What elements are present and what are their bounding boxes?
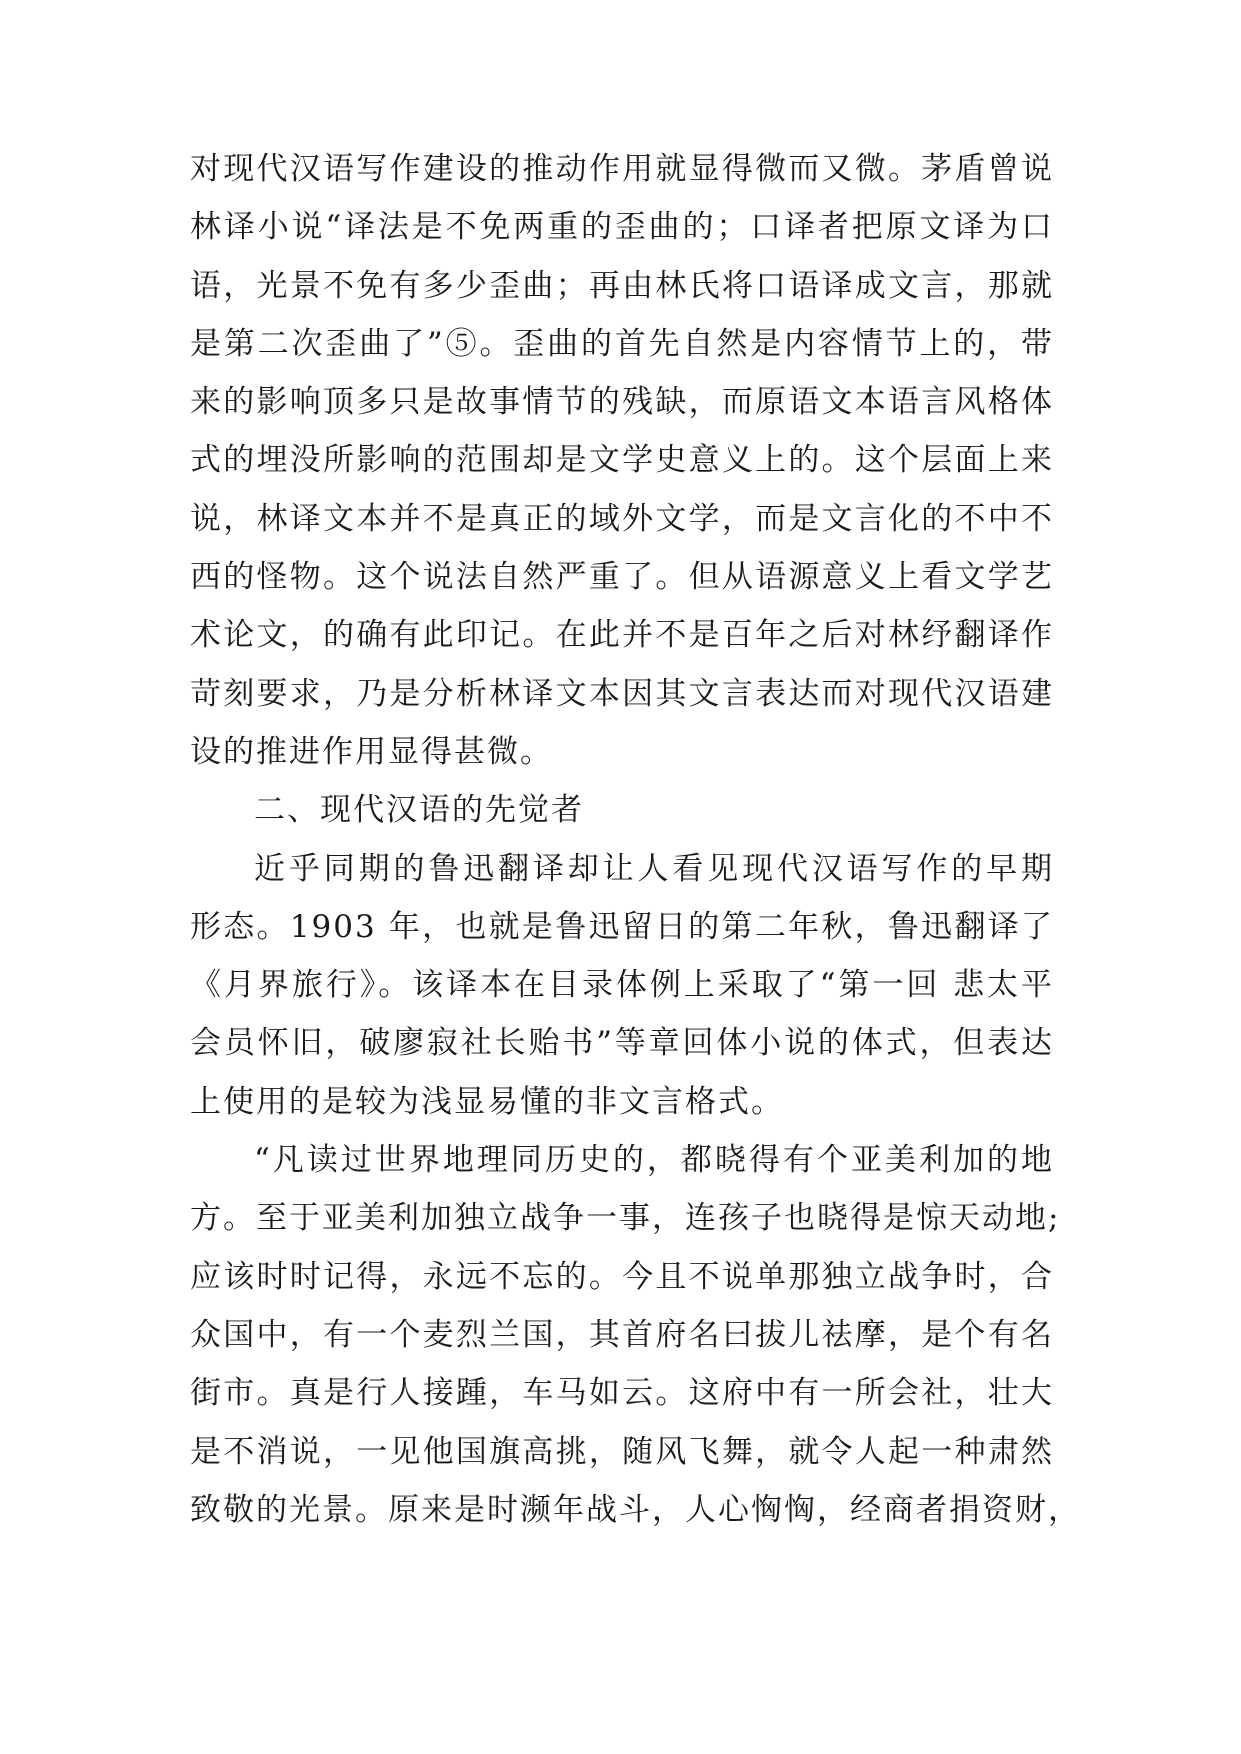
text-line: 是不消说，一见他国旗高挑，随风飞舞，就令人起一种肃然: [190, 1433, 1054, 1470]
text-line: 术论文，的确有此印记。在此并不是百年之后对林纾翻译作: [190, 617, 1054, 654]
text-line: 致敬的光景。原来是时濒年战斗，人心恟恟，经商者捐资财，: [190, 1491, 1081, 1528]
text-line: 应该时时记得，永远不忘的。今且不说单那独立战争时，合: [190, 1258, 1054, 1295]
text-line: 设的推进作用显得甚微。: [190, 733, 553, 770]
text-line: 方。至于亚美利加独立战争一事，连孩子也晓得是惊天动地;: [190, 1200, 1061, 1237]
text-line: 上使用的是较为浅显易懂的非文言格式。: [190, 1083, 784, 1120]
text-line: 来的影响顶多只是故事情节的残缺，而原语文本语言风格体: [190, 384, 1054, 421]
section-heading-text: 二、现代汉语的先觉者: [254, 792, 584, 829]
text-line: 近乎同期的鲁迅翻译却让人看见现代汉语写作的早期: [254, 850, 1054, 887]
text-line: 语，光景不免有多少歪曲；再由林氏将口语译成文言，那就: [190, 267, 1054, 304]
text-line: 西的怪物。这个说法自然严重了。但从语源意义上看文学艺: [190, 559, 1054, 596]
document-page: [190, 140, 1081, 1539]
text-line: 会员怀旧，破廖寂社长贻书”等章回体小说的体式，但表达: [190, 1025, 1054, 1062]
paragraph-3-quote: [190, 1131, 1081, 1539]
text-line: 众国中，有一个麦烈兰国，其首府名曰拔儿祛摩，是个有名: [190, 1316, 1054, 1353]
text-line: 苛刻要求，乃是分析林译文本因其文言表达而对现代汉语建: [190, 675, 1054, 712]
text-line: 式的埋没所影响的范围却是文学史意义上的。这个层面上来: [190, 442, 1054, 479]
paragraph-1: [190, 140, 1054, 781]
section-heading: [190, 781, 1054, 839]
paragraph-2: [190, 840, 1054, 1131]
text-line: 街市。真是行人接踵，车马如云。这府中有一所会社，壮大: [190, 1375, 1054, 1412]
text-line: 对现代汉语写作建设的推动作用就显得微而又微。茅盾曾说: [190, 151, 1054, 187]
text-line: 形态。1903 年，也就是鲁迅留日的第二年秋，鲁迅翻译了: [190, 908, 1054, 945]
text-line: 林译小说“译法是不免两重的歪曲的；口译者把原文译为口: [190, 209, 1054, 246]
text-line: 说，林译文本并不是真正的域外文学，而是文言化的不中不: [190, 500, 1054, 537]
text-line: “凡读过世界地理同历史的，都晓得有个亚美利加的地: [254, 1142, 1054, 1179]
text-line: 《月界旅行》。该译本在目录体例上采取了“第一回 悲太平: [190, 967, 1054, 1004]
text-line: 是第二次歪曲了”⑤。歪曲的首先自然是内容情节上的，带: [190, 325, 1054, 362]
